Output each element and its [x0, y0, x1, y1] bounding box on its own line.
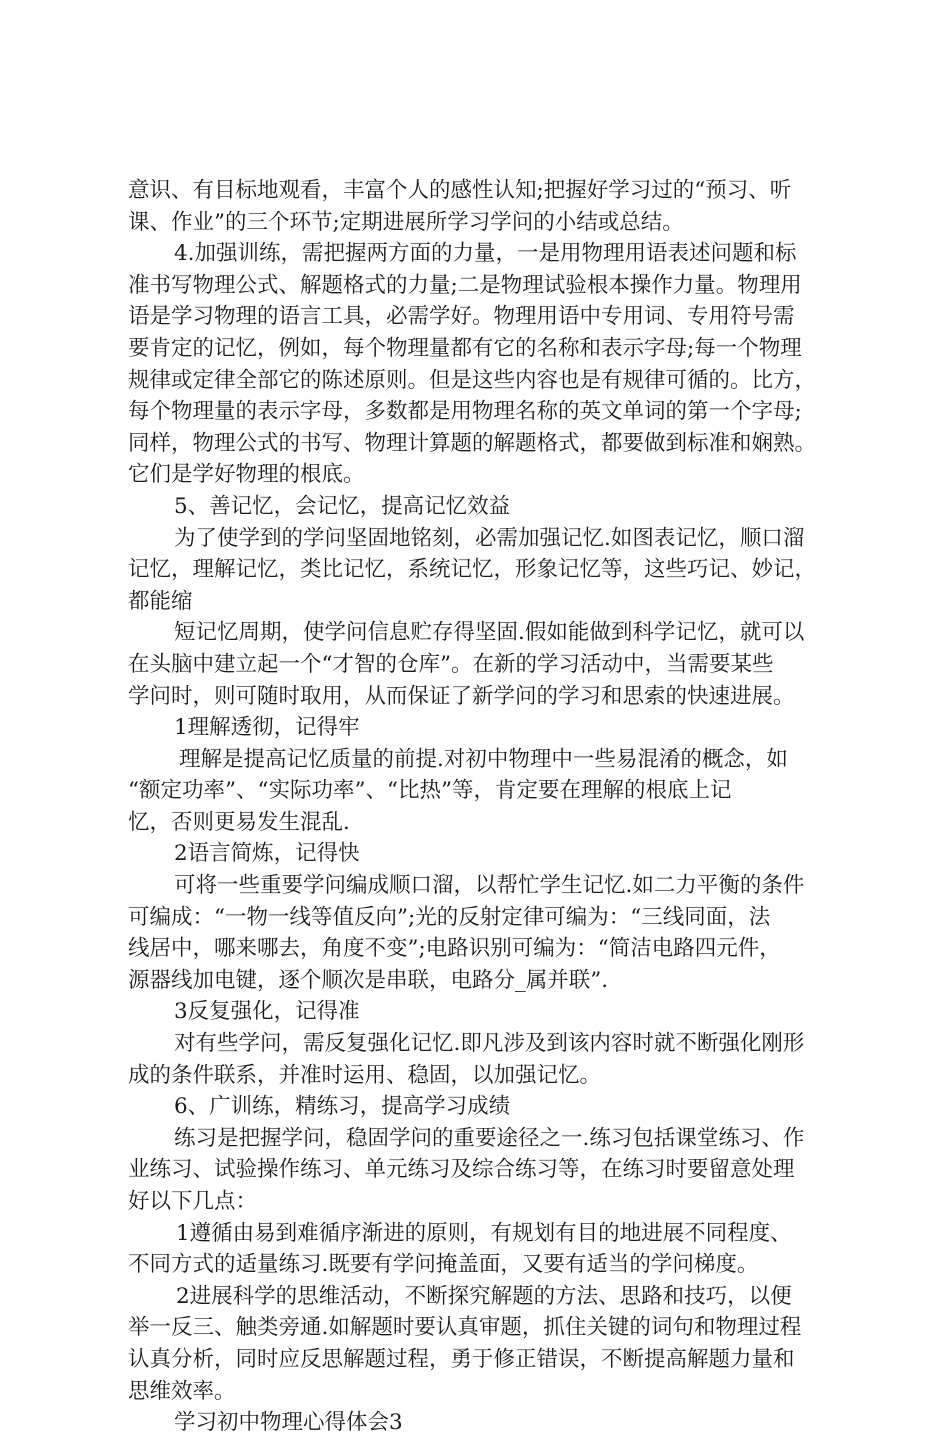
- text-line: 成的条件联系，并准时运用、稳固，以加强记忆。: [128, 1062, 602, 1088]
- text-line: 不同方式的适量练习.既要有学问掩盖面，又要有适当的学问梯度。: [128, 1252, 759, 1278]
- text-line: 在头脑中建立起一个“才智的仓库”。在新的学习活动中，当需要某些: [128, 651, 774, 677]
- subsection-heading: 2语言简炼，记得快: [174, 841, 360, 867]
- text-line: 同样，物理公式的书写、物理计算题的解题格式，都要做到标准和娴熟。: [128, 430, 817, 456]
- text-line: 都能缩: [128, 588, 193, 614]
- document-body: [128, 175, 833, 1439]
- text-line: 忆，否则更易发生混乱.: [128, 809, 350, 835]
- text-line: 课、作业”的三个环节;定期进展所学习学问的小结或总结。: [128, 209, 684, 235]
- subsection-heading: 3反复强化，记得准: [174, 999, 360, 1025]
- text-line: 要肯定的记忆，例如，每个物理量都有它的名称和表示字母;每一个物理: [128, 335, 802, 361]
- paragraph-start: 对有些学问，需反复强化记忆.即凡涉及到该内容时就不断强化刚形: [174, 1031, 805, 1057]
- section-heading: 5、善记忆，会记忆，提高记忆效益: [174, 493, 511, 519]
- text-line: 举一反三、触类旁通.如解题时要认真审题，抓住关键的词句和物理过程: [128, 1315, 802, 1341]
- section-heading: 6、广训练，精练习，提高学习成绩: [174, 1094, 511, 1120]
- document-title: 学习初中物理心得体会3: [174, 1410, 403, 1436]
- text-line: 学问时，则可随时取用，从而保证了新学问的学习和思索的快速进展。: [128, 683, 795, 709]
- text-line: 语是学习物理的语言工具，必需学好。物理用语中专用词、专用符号需: [128, 304, 795, 330]
- paragraph-start: 理解是提高记忆质量的前提.对初中物理中一些易混淆的概念，如: [179, 746, 788, 772]
- subsection-heading: 1理解透彻，记得牢: [174, 715, 360, 741]
- paragraph-start: 4.加强训练，需把握两方面的力量，一是用物理用语表述问题和标: [174, 241, 797, 267]
- text-line: 认真分析，同时应反思解题过程，勇于修正错误，不断提高解题力量和: [128, 1346, 795, 1372]
- text-line: 业练习、试验操作练习、单元练习及综合练习等，在练习时要留意处理: [128, 1157, 795, 1183]
- paragraph-start: 1遵循由易到难循序渐进的原则，有规划有目的地进展不同程度、: [176, 1220, 792, 1246]
- text-line: 意识、有目标地观看，丰富个人的感性认知;把握好学习过的“预习、听: [128, 178, 792, 203]
- text-line: 记忆，理解记忆，类比记忆，系统记忆，形象记忆等，这些巧记、妙记，: [128, 557, 817, 583]
- paragraph-start: 练习是把握学问，稳固学问的重要途径之一.练习包括课堂练习、作: [174, 1125, 805, 1151]
- paragraph-start: 短记忆周期，使学问信息贮存得坚固.假如能做到科学记忆，就可以: [174, 620, 805, 646]
- text-line: 规律或定律全部它的陈述原则。但是这些内容也是有规律可循的。比方，: [128, 367, 817, 393]
- text-line: 每个物理量的表示字母，多数都是用物理名称的英文单词的第一个字母;: [128, 399, 802, 425]
- text-line: “额定功率”、“实际功率”、“比热”等，肯定要在理解的根底上记: [128, 778, 732, 804]
- paragraph-start: 为了使学到的学问坚固地铭刻，必需加强记忆.如图表记忆，顺口溜: [174, 525, 805, 551]
- text-line: 线居中，哪来哪去，角度不变”;电路识别可编为：“简洁电路四元件，: [128, 936, 781, 962]
- text-line: 准书写物理公式、解题格式的力量;二是物理试验根本操作力量。物理用: [128, 272, 802, 298]
- text-line: 可编成：“一物一线等值反向”;光的反射定律可编为：“三线同面，法: [128, 904, 771, 930]
- text-line: 源器线加电键，逐个顺次是串联，电路分_属并联”.: [128, 967, 609, 993]
- text-line: 好以下几点：: [128, 1189, 258, 1214]
- paragraph-start: 2进展科学的思维活动，不断探究解题的方法、思路和技巧，以便: [176, 1283, 792, 1309]
- text-line: 它们是学好物理的根底。: [128, 462, 365, 488]
- paragraph-start: 可将一些重要学问编成顺口溜，以帮忙学生记忆.如二力平衡的条件: [174, 873, 805, 899]
- text-line: 思维效率。: [128, 1378, 236, 1404]
